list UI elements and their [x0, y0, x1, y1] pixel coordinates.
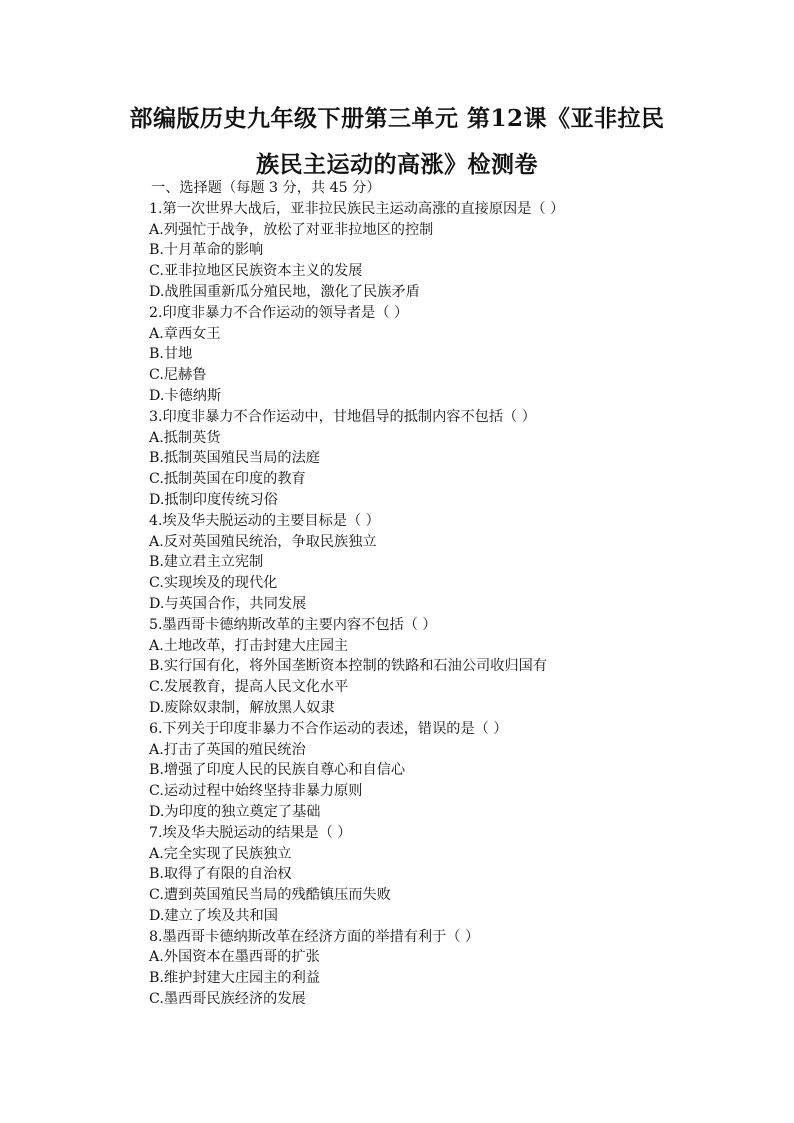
option-b: B.实行国有化，将外国垄断资本控制的铁路和石油公司收归国有 — [149, 658, 548, 675]
question-1 — [149, 199, 709, 303]
option-c: C.实现埃及的现代化 — [149, 575, 278, 592]
option-c: C.遭到英国殖民当局的残酷镇压而失败 — [149, 887, 391, 904]
option-a: A.列强忙于战争，放松了对亚非拉地区的控制 — [149, 221, 434, 238]
option-c: C.墨西哥民族经济的发展 — [149, 991, 306, 1008]
option-b: B.抵制英国殖民当局的法庭 — [149, 450, 320, 467]
question-stem: 5.墨西哥卡德纳斯改革的主要内容不包括（ ） — [149, 616, 437, 633]
option-d: D.战胜国重新瓜分殖民地，激化了民族矛盾 — [149, 283, 420, 300]
option-b: B.建立君主立宪制 — [149, 554, 264, 571]
question-list — [149, 178, 709, 1010]
question-stem: 4.埃及华夫脱运动的主要目标是（ ） — [149, 512, 380, 529]
question-2 — [149, 303, 709, 407]
option-b: B.增强了印度人民的民族自尊心和自信心 — [149, 762, 406, 779]
option-c: C.尼赫鲁 — [149, 367, 207, 384]
question-stem: 1.第一次世界大战后，亚非拉民族民主运动高涨的直接原因是（ ） — [149, 200, 565, 217]
question-5 — [149, 615, 709, 719]
option-a: A.打击了英国的殖民统治 — [149, 741, 306, 758]
question-stem: 6.下列关于印度非暴力不合作运动的表述，错误的是（ ） — [149, 720, 508, 737]
option-c: C.运动过程中始终坚持非暴力原则 — [149, 783, 363, 800]
option-c: C.发展教育，提高人民文化水平 — [149, 679, 349, 696]
title-line-2: 族民主运动的高涨》检测卷 — [256, 151, 538, 178]
question-7 — [149, 823, 709, 927]
question-stem: 7.埃及华夫脱运动的结果是（ ） — [149, 824, 352, 841]
option-b: B.十月革命的影响 — [149, 242, 264, 259]
title-line-1: 部编版历史九年级下册第三单元 第12课《亚非拉民 — [129, 105, 665, 132]
question-stem: 2.印度非暴力不合作运动的领导者是（ ） — [149, 304, 409, 321]
option-b: B.维护封建大庄园主的利益 — [149, 970, 320, 987]
option-a: A.抵制英货 — [149, 429, 221, 446]
question-4 — [149, 511, 709, 615]
question-3 — [149, 407, 709, 511]
section-heading: 一、选择题（每题 3 分，共 45 分） — [151, 180, 381, 196]
option-a: A.外国资本在墨西哥的扩张 — [149, 949, 320, 966]
option-d: D.与英国合作，共同发展 — [149, 595, 307, 612]
question-8 — [149, 927, 709, 1010]
option-d: D.抵制印度传统习俗 — [149, 491, 278, 508]
question-6 — [149, 719, 709, 823]
option-c: C.亚非拉地区民族资本主义的发展 — [149, 263, 363, 280]
option-c: C.抵制英国在印度的教育 — [149, 471, 306, 488]
option-b: B.取得了有限的自治权 — [149, 866, 292, 883]
option-d: D.为印度的独立奠定了基础 — [149, 803, 321, 820]
option-a: A.完全实现了民族独立 — [149, 845, 292, 862]
document-title — [100, 96, 694, 188]
option-b: B.甘地 — [149, 346, 193, 363]
option-d: D.建立了埃及共和国 — [149, 907, 278, 924]
option-d: D.卡德纳斯 — [149, 387, 222, 404]
question-stem: 8.墨西哥卡德纳斯改革在经济方面的举措有利于（ ） — [149, 928, 480, 945]
option-d: D.废除奴隶制，解放黑人奴隶 — [149, 699, 335, 716]
option-a: A.反对英国殖民统治，争取民族独立 — [149, 533, 377, 550]
question-stem: 3.印度非暴力不合作运动中，甘地倡导的抵制内容不包括（ ） — [149, 408, 536, 425]
option-a: A.章西女王 — [149, 325, 221, 342]
option-a: A.土地改革，打击封建大庄园主 — [149, 637, 349, 654]
